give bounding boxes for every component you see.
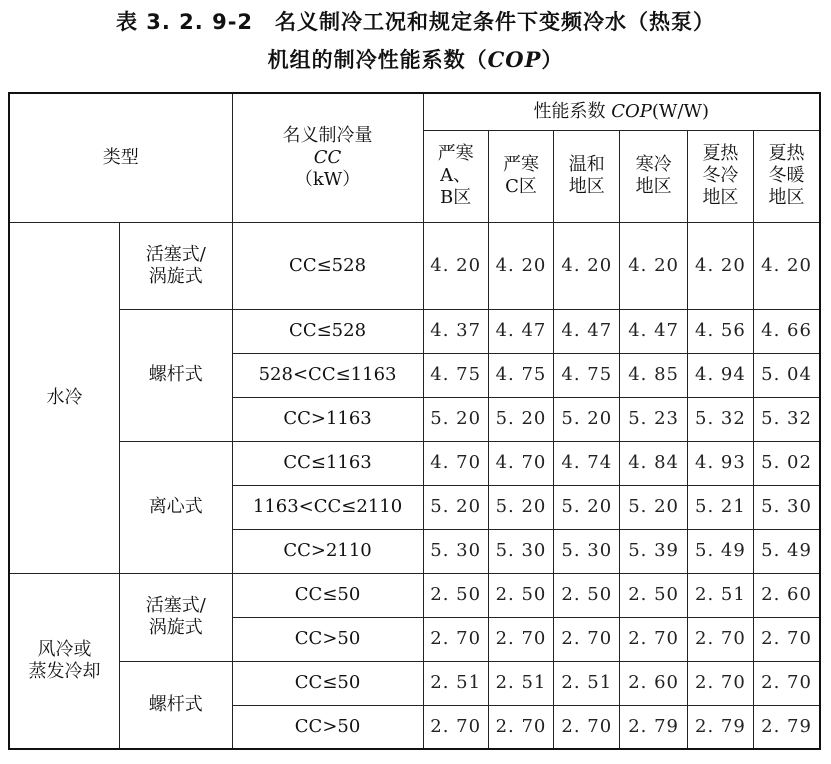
value-cell: 2. 70 xyxy=(423,617,488,661)
value-cell: 2. 50 xyxy=(620,573,687,617)
value-cell: 2. 70 xyxy=(754,617,820,661)
value-cell: 4. 37 xyxy=(423,309,488,353)
value-cell: 4. 93 xyxy=(687,441,753,485)
cc-cell: CC≤528 xyxy=(232,222,423,309)
value-cell: 4. 47 xyxy=(620,309,687,353)
cc-cell: 1163<CC≤2110 xyxy=(232,485,423,529)
value-cell: 2. 70 xyxy=(687,661,753,705)
value-cell: 4. 85 xyxy=(620,353,687,397)
value-cell: 2. 51 xyxy=(687,573,753,617)
value-cell: 5. 32 xyxy=(754,397,820,441)
value-cell: 5. 49 xyxy=(687,529,753,573)
capacity-line2: CC xyxy=(313,146,342,168)
subtype-piston-air: 活塞式/ 涡旋式 xyxy=(120,573,233,661)
value-cell: 4. 94 xyxy=(687,353,753,397)
group-air: 风冷或 蒸发冷却 xyxy=(9,573,120,749)
cc-cell: CC≤1163 xyxy=(232,441,423,485)
subtype-piston: 活塞式/ 涡旋式 xyxy=(120,222,233,309)
value-cell: 5. 32 xyxy=(687,397,753,441)
value-cell: 5. 21 xyxy=(687,485,753,529)
value-cell: 2. 70 xyxy=(488,617,553,661)
value-cell: 4. 20 xyxy=(488,222,553,309)
value-cell: 2. 79 xyxy=(687,705,753,749)
table-row xyxy=(9,222,820,309)
value-cell: 2. 70 xyxy=(687,617,753,661)
value-cell: 4. 84 xyxy=(620,441,687,485)
value-cell: 4. 56 xyxy=(687,309,753,353)
value-cell: 5. 30 xyxy=(488,529,553,573)
value-cell: 2. 70 xyxy=(423,705,488,749)
value-cell: 5. 20 xyxy=(554,485,620,529)
header-cop-italic: COP xyxy=(611,100,652,122)
capacity-line3: （kW） xyxy=(294,168,361,190)
value-cell: 2. 70 xyxy=(620,617,687,661)
subtype-centrifugal: 离心式 xyxy=(120,441,233,573)
cc-cell: CC>2110 xyxy=(232,529,423,573)
value-cell: 2. 51 xyxy=(488,661,553,705)
value-cell: 5. 20 xyxy=(488,397,553,441)
table-row xyxy=(9,573,820,617)
value-cell: 4. 70 xyxy=(488,441,553,485)
value-cell: 2. 79 xyxy=(754,705,820,749)
value-cell: 4. 47 xyxy=(488,309,553,353)
value-cell: 2. 50 xyxy=(423,573,488,617)
value-cell: 4. 75 xyxy=(554,353,620,397)
zone-header: 寒冷 地区 xyxy=(620,130,687,222)
value-cell: 4. 47 xyxy=(554,309,620,353)
cc-cell: 528<CC≤1163 xyxy=(232,353,423,397)
value-cell: 5. 20 xyxy=(554,397,620,441)
value-cell: 4. 20 xyxy=(554,222,620,309)
value-cell: 2. 50 xyxy=(554,573,620,617)
subtype-screw-air: 螺杆式 xyxy=(120,661,233,749)
value-cell: 5. 30 xyxy=(554,529,620,573)
value-cell: 2. 50 xyxy=(488,573,553,617)
value-cell: 5. 23 xyxy=(620,397,687,441)
cop-table xyxy=(8,92,821,750)
value-cell: 5. 49 xyxy=(754,529,820,573)
subtype-screw: 螺杆式 xyxy=(120,309,233,441)
value-cell: 4. 20 xyxy=(620,222,687,309)
table-row xyxy=(9,441,820,485)
value-cell: 4. 20 xyxy=(754,222,820,309)
zone-header: 夏热 冬暖 地区 xyxy=(754,130,820,222)
zone-header: 夏热 冬冷 地区 xyxy=(687,130,753,222)
subtitle-suffix: ） xyxy=(541,48,564,72)
cc-cell: CC>1163 xyxy=(232,397,423,441)
cc-cell: CC>50 xyxy=(232,705,423,749)
cc-cell: CC≤50 xyxy=(232,661,423,705)
value-cell: 4. 75 xyxy=(423,353,488,397)
zone-header: 严寒 C区 xyxy=(488,130,553,222)
value-cell: 4. 66 xyxy=(754,309,820,353)
value-cell: 2. 60 xyxy=(620,661,687,705)
value-cell: 4. 20 xyxy=(687,222,753,309)
value-cell: 5. 02 xyxy=(754,441,820,485)
header-capacity xyxy=(232,93,423,222)
table-subtitle xyxy=(0,44,831,74)
table-row xyxy=(9,661,820,705)
value-cell: 2. 51 xyxy=(423,661,488,705)
zone-header: 严寒 A、 B区 xyxy=(423,130,488,222)
table-title: 表 3. 2. 9-2 名义制冷工况和规定条件下变频冷水（热泵） xyxy=(115,10,716,34)
value-cell: 5. 04 xyxy=(754,353,820,397)
value-cell: 4. 75 xyxy=(488,353,553,397)
value-cell: 2. 79 xyxy=(620,705,687,749)
capacity-line1: 名义制冷量 xyxy=(282,124,373,146)
value-cell: 4. 20 xyxy=(423,222,488,309)
cc-cell: CC≤528 xyxy=(232,309,423,353)
zone-header: 温和 地区 xyxy=(554,130,620,222)
value-cell: 5. 20 xyxy=(620,485,687,529)
subtitle-prefix: 机组的制冷性能系数（ xyxy=(267,48,488,72)
value-cell: 5. 39 xyxy=(620,529,687,573)
value-cell: 4. 74 xyxy=(554,441,620,485)
value-cell: 5. 30 xyxy=(754,485,820,529)
value-cell: 2. 70 xyxy=(554,617,620,661)
value-cell: 2. 51 xyxy=(554,661,620,705)
value-cell: 4. 70 xyxy=(423,441,488,485)
table-row xyxy=(9,309,820,353)
value-cell: 5. 20 xyxy=(423,397,488,441)
value-cell: 5. 20 xyxy=(488,485,553,529)
header-type: 类型 xyxy=(9,93,232,222)
cc-cell: CC>50 xyxy=(232,617,423,661)
value-cell: 2. 70 xyxy=(754,661,820,705)
value-cell: 5. 30 xyxy=(423,529,488,573)
subtitle-cop: COP xyxy=(487,47,542,72)
value-cell: 2. 70 xyxy=(554,705,620,749)
cc-cell: CC≤50 xyxy=(232,573,423,617)
header-cop-group: 性能系数 COP(W/W) xyxy=(423,93,820,130)
value-cell: 5. 20 xyxy=(423,485,488,529)
group-water: 水冷 xyxy=(9,222,120,573)
value-cell: 2. 60 xyxy=(754,573,820,617)
value-cell: 2. 70 xyxy=(488,705,553,749)
